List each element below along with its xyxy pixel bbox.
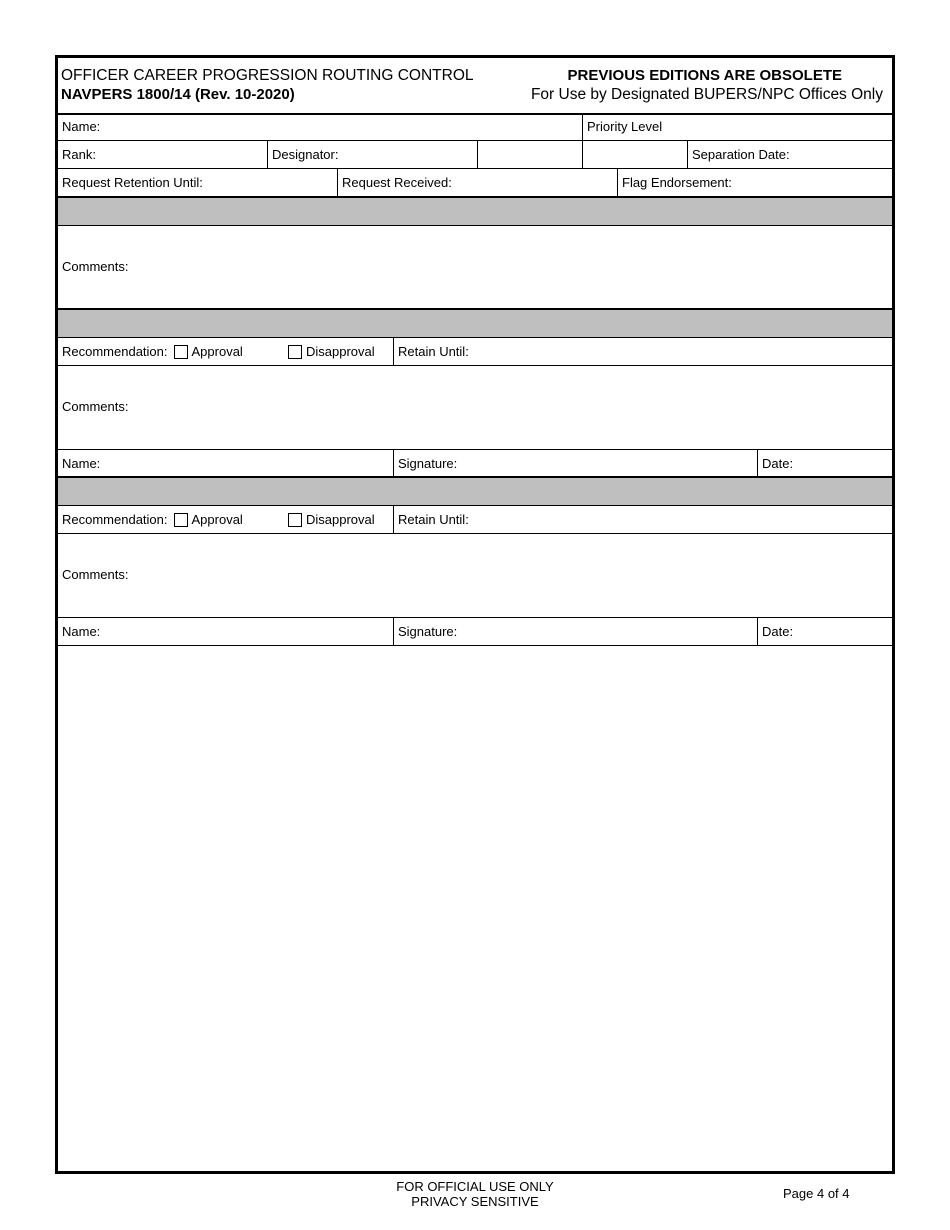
signature-label: Signature: <box>398 456 458 471</box>
disapproval-label: Disapproval <box>306 512 375 527</box>
request-retention-field[interactable] <box>58 169 337 196</box>
reviewer-name-field[interactable] <box>58 618 393 645</box>
flag-endorsement-field[interactable] <box>617 169 892 196</box>
name-priority-row <box>58 113 892 141</box>
recommendation-cell <box>58 338 393 365</box>
flag-endorsement-label: Flag Endorsement: <box>622 175 732 190</box>
request-received-label: Request Received: <box>342 175 452 190</box>
designator-field[interactable] <box>267 141 477 168</box>
blank-area <box>58 646 892 1171</box>
separation-date-field[interactable] <box>687 141 892 168</box>
recommendation-label: Recommendation: <box>62 344 168 359</box>
comments-label: Comments: <box>62 399 129 414</box>
usage-notice: For Use by Designated BUPERS/NPC Offices Only <box>530 86 883 103</box>
signature-field[interactable] <box>393 618 757 645</box>
retain-until-field[interactable] <box>393 338 892 365</box>
comments-label: Comments: <box>62 567 129 582</box>
reviewer-name-field[interactable] <box>58 450 393 476</box>
form-header <box>58 58 892 115</box>
rank-designator-row <box>58 141 892 169</box>
date-label: Date: <box>762 456 794 471</box>
name-field[interactable] <box>58 113 582 140</box>
designator-label: Designator: <box>272 147 339 162</box>
section-divider <box>58 478 892 506</box>
name-label: Name: <box>62 119 101 134</box>
comments-field[interactable] <box>58 534 892 618</box>
date-label: Date: <box>762 624 794 639</box>
recommendation-row <box>58 338 892 366</box>
reviewer-name-label: Name: <box>62 624 101 639</box>
blank-field-2[interactable] <box>582 141 687 168</box>
retain-until-field[interactable] <box>393 506 892 533</box>
retain-until-label: Retain Until: <box>398 344 469 359</box>
signature-row <box>58 618 892 646</box>
request-row <box>58 169 892 198</box>
signature-row <box>58 450 892 478</box>
priority-level-label: Priority Level <box>587 119 663 134</box>
date-field[interactable] <box>757 618 892 645</box>
disapproval-label: Disapproval <box>306 344 375 359</box>
signature-label: Signature: <box>398 624 458 639</box>
recommendation-row <box>58 506 892 534</box>
section-divider <box>58 198 892 226</box>
form-number: NAVPERS 1800/14 (Rev. 10-2020) <box>61 86 295 103</box>
recommendation-cell <box>58 506 393 533</box>
request-retention-label: Request Retention Until: <box>62 175 203 190</box>
section-divider <box>58 310 892 338</box>
priority-level-field[interactable] <box>582 113 892 140</box>
comments-label: Comments: <box>62 259 129 274</box>
form-title: OFFICER CAREER PROGRESSION ROUTING CONTROL <box>61 67 474 84</box>
privacy-text: PRIVACY SENSITIVE <box>411 1194 539 1209</box>
date-field[interactable] <box>757 450 892 476</box>
approval-label: Approval <box>191 344 243 359</box>
disapproval-checkbox[interactable] <box>288 345 302 359</box>
retain-until-label: Retain Until: <box>398 512 469 527</box>
recommendation-label: Recommendation: <box>62 512 168 527</box>
signature-field[interactable] <box>393 450 757 476</box>
rank-field[interactable] <box>58 141 267 168</box>
disapproval-checkbox[interactable] <box>288 513 302 527</box>
blank-field-1[interactable] <box>477 141 582 168</box>
comments-field[interactable] <box>58 226 892 310</box>
rank-label: Rank: <box>62 147 96 162</box>
page-number: Page 4 of 4 <box>783 1186 850 1201</box>
obsolete-notice: PREVIOUS EDITIONS ARE OBSOLETE <box>567 67 842 84</box>
separation-date-label: Separation Date: <box>692 147 790 162</box>
routing-form <box>55 55 895 1174</box>
request-received-field[interactable] <box>337 169 617 196</box>
approval-label: Approval <box>191 512 243 527</box>
reviewer-name-label: Name: <box>62 456 101 471</box>
official-use-text: FOR OFFICIAL USE ONLY <box>396 1179 554 1194</box>
comments-field[interactable] <box>58 366 892 450</box>
approval-checkbox[interactable] <box>174 345 188 359</box>
approval-checkbox[interactable] <box>174 513 188 527</box>
